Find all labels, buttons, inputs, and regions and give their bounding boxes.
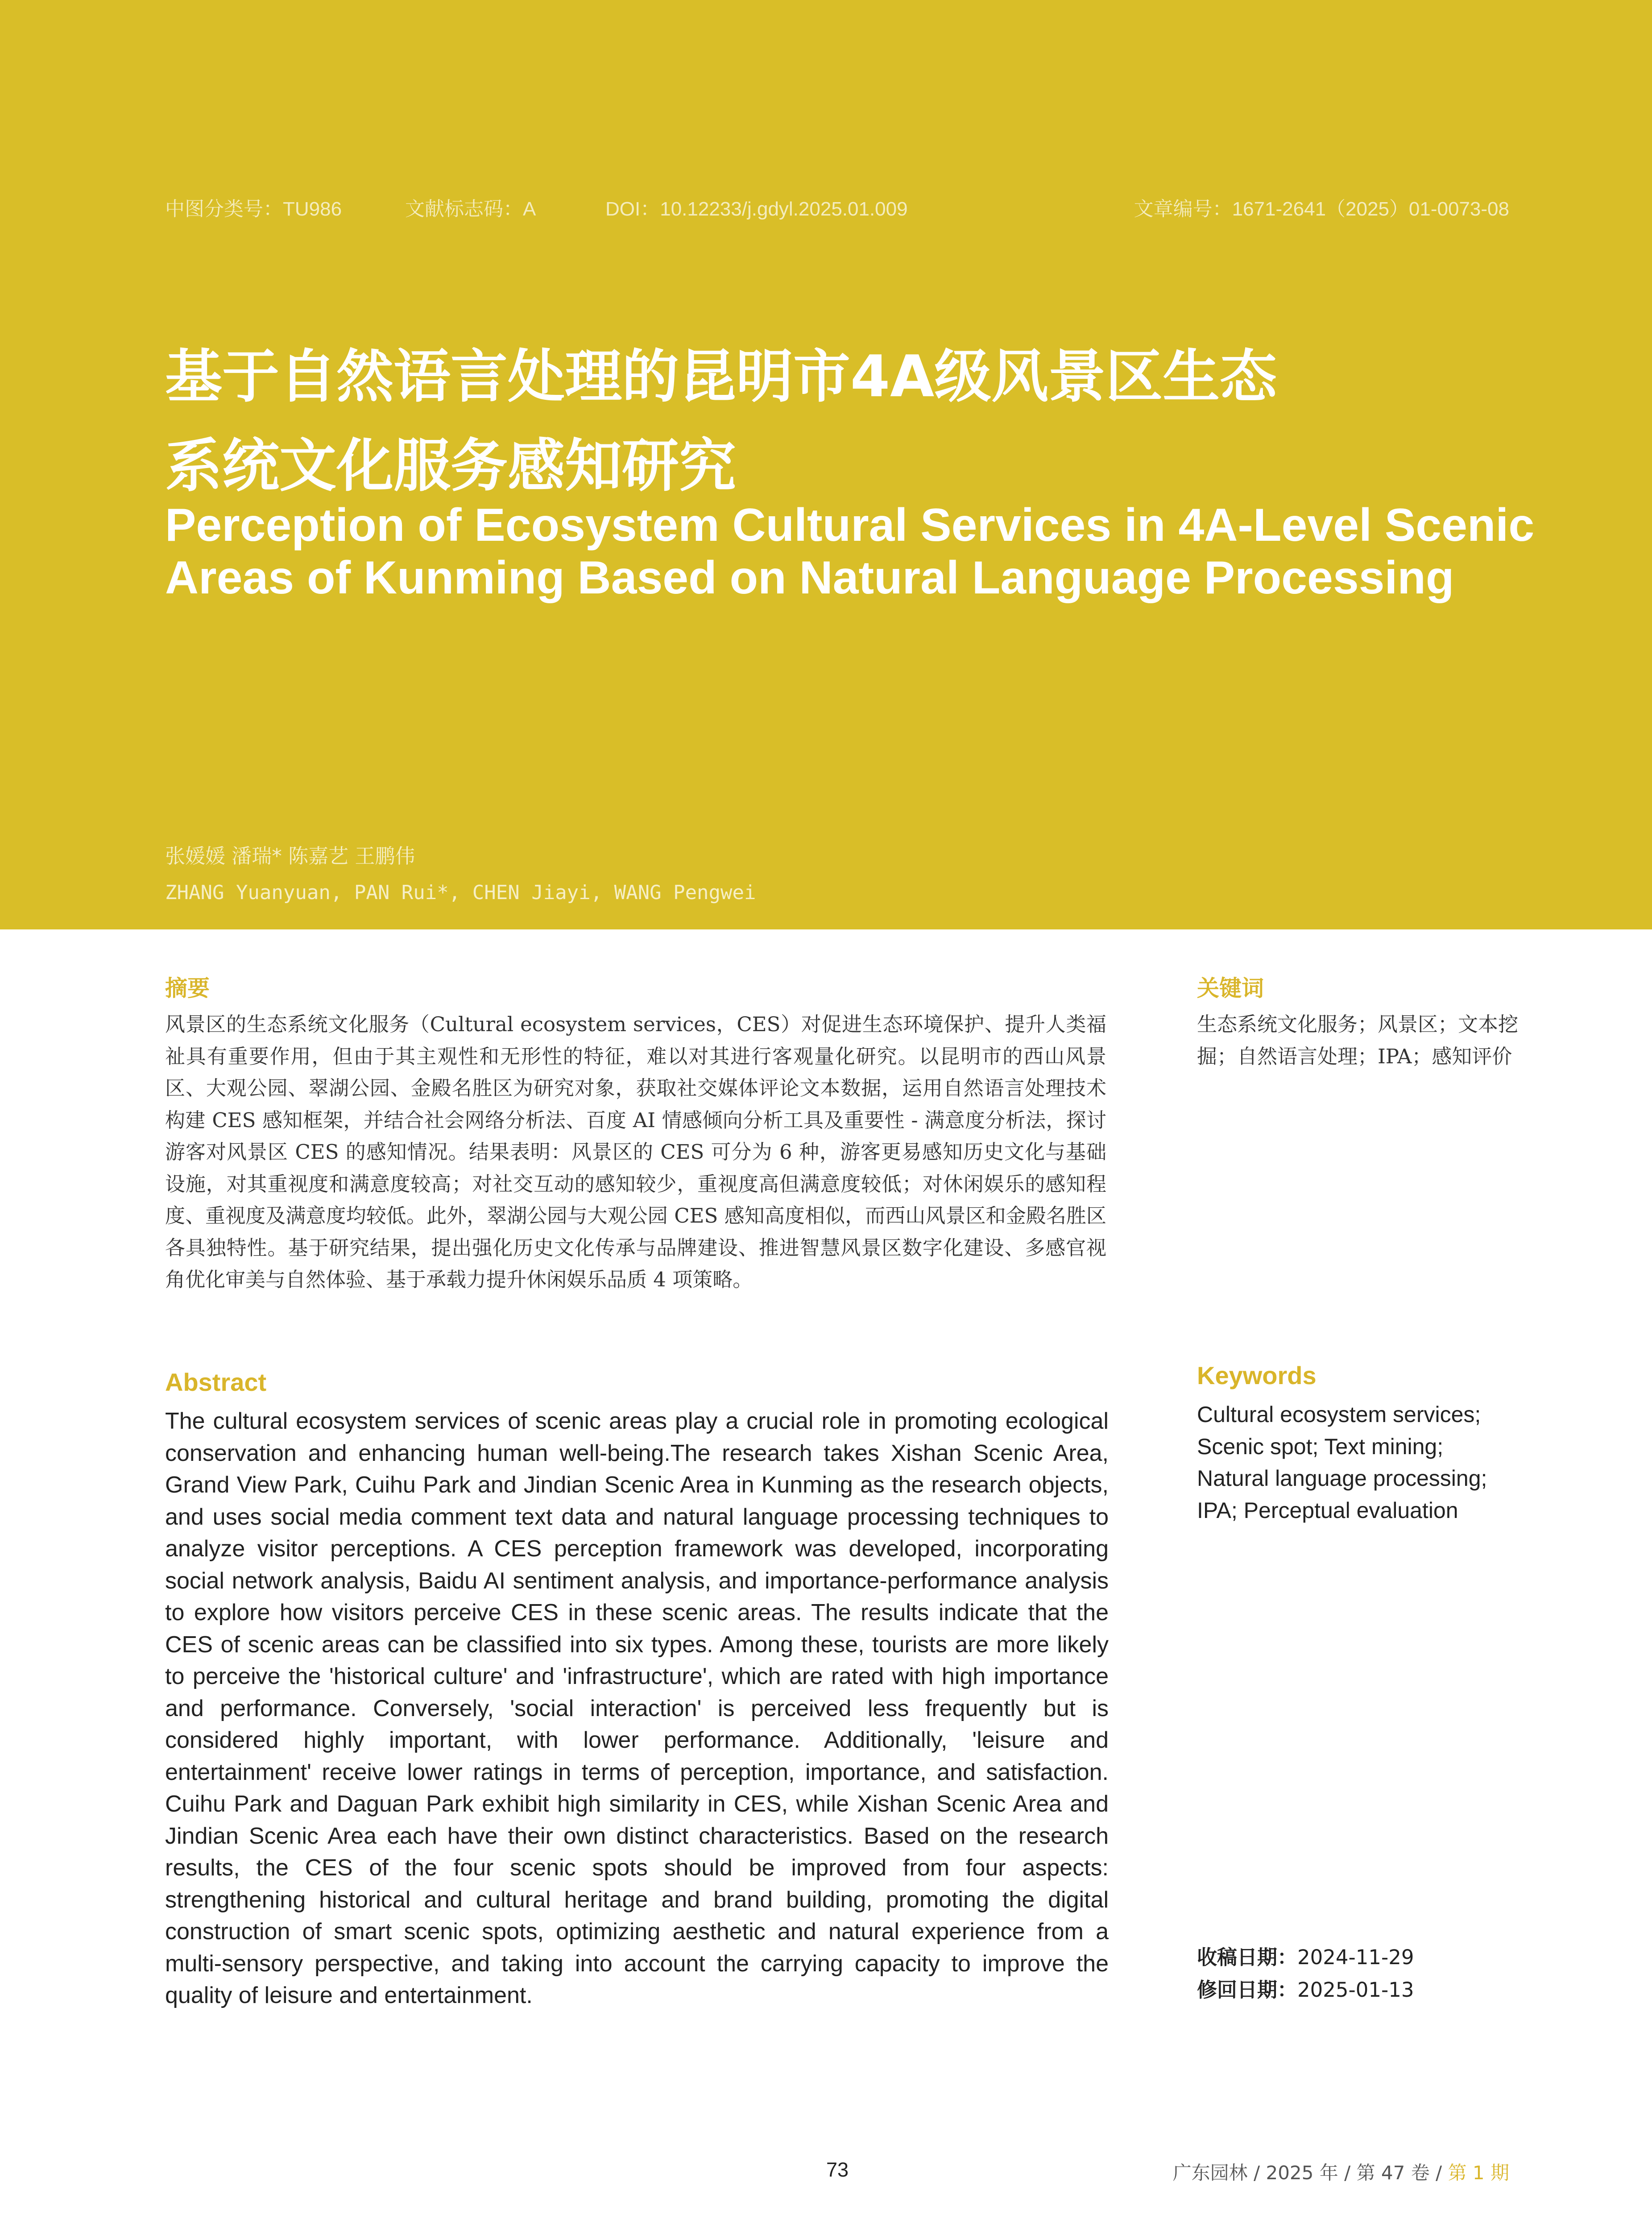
keyword-line: Cultural ecosystem services; [1197,1402,1481,1427]
keyword-line: IPA; Perceptual evaluation [1197,1497,1458,1523]
received-date-label: 收稿日期： [1197,1945,1298,1969]
abstract-en-heading: Abstract [165,1368,267,1396]
title-english [165,499,1548,604]
received-date-value: 2024-11-29 [1297,1945,1414,1969]
title-chinese-line-2: 系统文化服务感知研究 [165,433,737,499]
title-chinese-line-1: 基于自然语言处理的昆明市4A级风景区生态 [165,344,1277,410]
authors-chinese: 张媛媛 潘瑞* 陈嘉艺 王鹏伟 [165,844,415,868]
doi: DOI：10.12233/j.gdyl.2025.01.009 [605,198,908,220]
title-english-line-2: Areas of Kunming Based on Natural Language Processing [165,552,1454,604]
revised-date-value: 2025-01-13 [1297,1978,1414,2002]
keyword-line: Scenic spot; Text mining; [1197,1434,1444,1459]
classification-number: 中图分类号：TU986 [165,198,342,220]
journal-issue: 第 1 期 [1448,2162,1509,2184]
keywords-en-heading: Keywords [1197,1361,1317,1389]
keywords-cn-heading: 关键词 [1197,976,1264,1001]
abstract-english-body: The cultural ecosystem services of scenic areas play a crucial role in promoting ecological conservation and enhancing human well-being.The research takes Xishan Scenic Area, Grand View Park, Cuihu Park and Jindian Scenic Area in Kunming as the research objects, and uses social media comment text data and natural language processing techniques to analyze visitor perceptions. A CES perception framework was developed, incorporating social network analysis, Baidu AI sentiment analysis, and importance-performance analysis to explore how visitors perceive CES in these scenic areas. The results indicate that the CES of scenic areas can be classified into six types. Among these, tourists are more likely to perceive the 'historical culture' and 'infrastructure', which are rated with high importance and performance. Conversely, 'social interaction' is perceived less frequently but is considered highly important, with lower performance. Additionally, 'leisure and entertainment' receive lower ratings in terms of perception, importance, and satisfaction. Cuihu Park and Daguan Park exhibit high similarity in CES, while Xishan Scenic Area and Jindian Scenic Area each have their own distinct characteristics. Based on the research results, the CES of the four scenic spots should be improved from four aspects: strengthening historical and cultural heritage and brand building, promoting the digital construction of smart scenic spots, optimizing aesthetic and natural experience from a multi-sensory perspective, and taking into account the carrying capacity to improve the quality of leisure and entertainment. [165,1408,1109,2008]
keywords-chinese-body: 生态系统文化服务；风景区；文本挖掘；自然语言处理；IPA；感知评价 [1197,1012,1519,1068]
page-number: 73 [826,2158,849,2181]
article-number: 文章编号：1671-2641（2025）01-0073-08 [1134,198,1509,220]
revised-date [1197,1974,1414,2006]
revised-date-label: 修回日期： [1197,1978,1298,2002]
article-dates [1197,1941,1414,2006]
abstract-cn-heading: 摘要 [165,976,210,1001]
document-code: 文献标志码：A [405,198,536,220]
received-date [1197,1941,1414,1974]
journal-info [1173,2158,1509,2185]
title-english-line-1: Perception of Ecosystem Cultural Services in 4A-Level Scenic [165,499,1535,551]
abstract-chinese-body: 风景区的生态系统文化服务（Cultural ecosystem services，CES）对促进生态环境保护、提升人类福祉具有重要作用，但由于其主观性和无形性的特征，难以对其进行客观量化研究。以昆明市的西山风景区、大观公园、翠湖公园、金殿名胜区为研究对象，获取社交媒体评论文本数据，运用自然语言处理技术构建 CES 感知框架，并结合社会网络分析法、百度 AI 情感倾向分析工具及重要性 - 满意度分析法，探讨游客对风景区 CES 的感知情况。结果表明：风景区的 CES 可分为 6 种，游客更易感知历史文化与基础设施，对其重视度和满意度较高；对社交互动的感知较少，重视度高但满意度较低；对休闲娱乐的感知程度、重视度及满意度均较低。此外，翠湖公园与大观公园 CES 感知高度相似，而西山风景区和金殿名胜区各具独特性。基于研究结果，提出强化历史文化传承与品牌建设、推进智慧风景区数字化建设、多感官视角优化审美与自然体验、基于承载力提升休闲娱乐品质 4 项策略。 [165,1012,1106,1291]
title-chinese [165,332,1521,511]
keyword-line: Natural language processing; [1197,1466,1487,1491]
keywords-english-body [1197,1399,1518,1526]
authors-english: ZHANG Yuanyuan, PAN Rui*, CHEN Jiayi, WANG Pengwei [165,881,756,904]
journal-volume: 广东园林 / 2025 年 / 第 47 卷 / [1172,2162,1448,2184]
